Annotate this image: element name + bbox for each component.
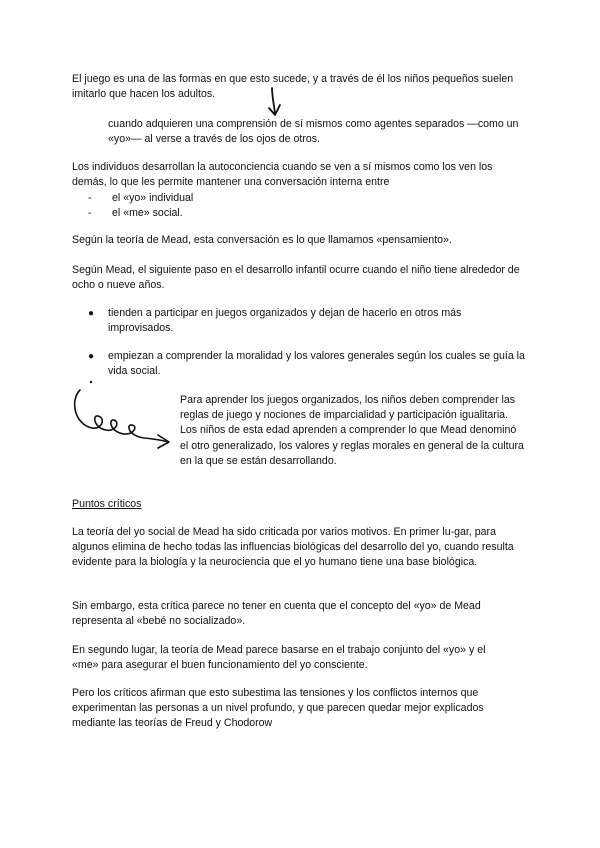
paragraph-yo-me: En segundo lugar, la teoría de Mead parece basarse en el trabajo conjunto del «yo» y el «me» para asegurar el buen funcionamiento del yo consciente. <box>72 644 486 672</box>
aside-organized-games: Para aprender los juegos organizados, los niños deben comprender las reglas de juego y nociones de imparcialidad y participación igualitaria. Los niños de esta edad aprenden a comprender lo que Mead denominó el otro generalizado, los valores y reglas morales en general de la cultura en la que se están desarrollando. <box>180 394 524 467</box>
list-item: el «yo» individual <box>112 192 194 204</box>
paragraph-next-stage: Según Mead, el siguiente paso en el desarrollo infantil ocurre cuando el niño tiene alrededor de ocho o nueve años. <box>72 264 520 292</box>
paragraph-play-imitation: El juego es una de las formas en que esto sucede, y a través de él los niños pequeños suelen imitarlo que hacen los adultos. <box>72 73 514 101</box>
paragraph-freud-chodorow: Pero los críticos afirman que esto subestima las tensiones y los conflictos internos que experimentan las personas a un nivel profundo, y que parecen quedar mejor explicados mediante las teorías de Freud y Chodorow <box>72 687 484 730</box>
paragraph-self-awareness: Los individuos desarrollan la autoconciencia cuando se ven a sí mismos como los ven los demás, lo que les permite mantener una conversación interna entre <box>72 161 493 189</box>
list-item: tienden a participar en juegos organizados y dejan de hacerlo en otros más improvisados. <box>108 307 462 335</box>
list-item: empiezan a comprender la moralidad y los valores generales según los cuales se guía la vida social. <box>108 350 525 378</box>
paragraph-self-understanding: cuando adquieren una comprensión de sí mismos como agentes separados —como un «yo»— al verse a través de los ojos de otros. <box>108 118 519 146</box>
handwritten-loop-arrow-icon <box>62 378 182 458</box>
paragraph-criticism-biology: La teoría del yo social de Mead ha sido criticada por varios motivos. En primer lu-gar, para algunos elimina de hecho todas las influencias biológicas del desarrollo del yo, cuando resulta evidente para la biología y la neurociencia que el yo humano tiene una base biológica. <box>72 526 514 569</box>
bullet-icon: ● <box>88 308 95 319</box>
dash-marker: - <box>88 192 92 204</box>
list-item: el «me» social. <box>112 207 183 219</box>
paragraph-thought: Según la teoría de Mead, esta conversación es lo que llamamos «pensamiento». <box>72 234 452 246</box>
section-heading: Puntos críticos <box>72 498 142 510</box>
dash-marker: - <box>88 207 92 219</box>
handwritten-arrow-down-icon <box>260 86 290 120</box>
paragraph-unsocialized-baby: Sin embargo, esta crítica parece no tener en cuenta que el concepto del «yo» de Mead representa al «bebé no socializado». <box>72 600 481 628</box>
bullet-icon: ● <box>88 351 95 362</box>
